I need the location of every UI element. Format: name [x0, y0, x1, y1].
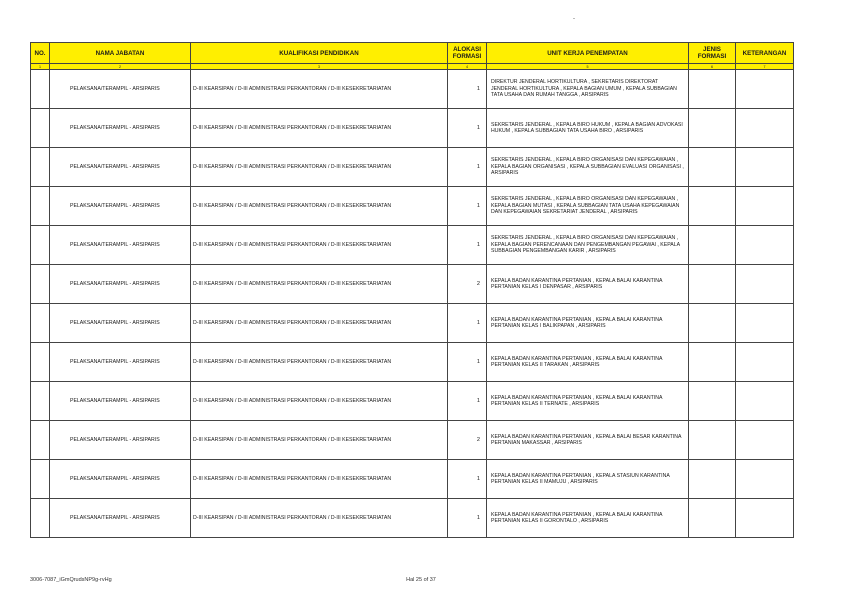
cell-no	[31, 343, 50, 382]
header-keterangan: KETERANGAN	[736, 43, 794, 64]
cell-jenis-formasi	[689, 226, 736, 265]
cell-jenis-formasi	[689, 460, 736, 499]
header-no: NO.	[31, 43, 50, 64]
cell-alokasi-formasi: 1	[448, 304, 487, 343]
cell-keterangan	[736, 109, 794, 148]
column-number: 2	[50, 64, 191, 70]
cell-alokasi-formasi: 1	[448, 148, 487, 187]
table-row	[31, 265, 794, 304]
cell-alokasi-formasi: 1	[448, 187, 487, 226]
document-id: 3006-7087_iGmQrudsNP9g-rvHg	[30, 577, 112, 583]
cell-nama-jabatan: PELAKSANA/TERAMPIL - ARSIPARIS	[50, 304, 191, 343]
cell-unit-kerja-penempatan: DIREKTUR JENDERAL HORTIKULTURA , SEKRETARIS DIREKTORAT JENDERAL HORTIKULTURA , KEPALA BAGIAN UMUM , KEPALA SUBBAGIAN TATA USAHA DAN RUMAH TANGGA , ARSIPARIS	[487, 70, 689, 109]
cell-kualifikasi-pendidikan: D-III KEARSIPAN / D-III ADMINISTRASI PERKANTORAN / D-III KESEKRETARIATAN	[191, 109, 448, 148]
cell-no	[31, 499, 50, 538]
cell-unit-kerja-penempatan: SEKRETARIS JENDERAL , KEPALA BIRO HUKUM , KEPALA BAGIAN ADVOKASI HUKUM , KEPALA SUBBAGIAN TATA USAHA BIRO , ARSIPARIS	[487, 109, 689, 148]
cell-jenis-formasi	[689, 499, 736, 538]
cell-keterangan	[736, 382, 794, 421]
cell-kualifikasi-pendidikan: D-III KEARSIPAN / D-III ADMINISTRASI PERKANTORAN / D-III KESEKRETARIATAN	[191, 421, 448, 460]
cell-unit-kerja-penempatan: SEKRETARIS JENDERAL , KEPALA BIRO ORGANISASI DAN KEPEGAWAIAN , KEPALA BAGIAN MUTASI , KEPALA SUBBAGIAN TATA USAHA KEPEGAWAIAN DAN KEPEGAWAIAN SEKRETARIAT JENDERAL , ARSIPARIS	[487, 187, 689, 226]
header-nama-jabatan: NAMA JABATAN	[50, 43, 191, 64]
cell-nama-jabatan: PELAKSANA/TERAMPIL - ARSIPARIS	[50, 187, 191, 226]
cell-nama-jabatan: PELAKSANA/TERAMPIL - ARSIPARIS	[50, 226, 191, 265]
cell-jenis-formasi	[689, 187, 736, 226]
formasi-table	[30, 42, 794, 538]
cell-alokasi-formasi: 1	[448, 499, 487, 538]
column-number: 7	[736, 64, 794, 70]
cell-nama-jabatan: PELAKSANA/TERAMPIL - ARSIPARIS	[50, 70, 191, 109]
cell-kualifikasi-pendidikan: D-III KEARSIPAN / D-III ADMINISTRASI PERKANTORAN / D-III KESEKRETARIATAN	[191, 382, 448, 421]
table-row	[31, 109, 794, 148]
header-unit-kerja-penempatan: UNIT KERJA PENEMPATAN	[487, 43, 689, 64]
cell-jenis-formasi	[689, 421, 736, 460]
cell-keterangan	[736, 343, 794, 382]
cell-unit-kerja-penempatan: SEKRETARIS JENDERAL , KEPALA BIRO ORGANISASI DAN KEPEGAWAIAN , KEPALA BAGIAN ORGANISASI , KEPALA SUBBAGIAN EVALUASI ORGANISASI , ARSIPARIS	[487, 148, 689, 187]
table-row	[31, 343, 794, 382]
table-row	[31, 187, 794, 226]
cell-nama-jabatan: PELAKSANA/TERAMPIL - ARSIPARIS	[50, 499, 191, 538]
table-row	[31, 421, 794, 460]
column-number: 6	[689, 64, 736, 70]
cell-nama-jabatan: PELAKSANA/TERAMPIL - ARSIPARIS	[50, 148, 191, 187]
header-row	[31, 43, 794, 64]
cell-kualifikasi-pendidikan: D-III KEARSIPAN / D-III ADMINISTRASI PERKANTORAN / D-III KESEKRETARIATAN	[191, 226, 448, 265]
table-row	[31, 499, 794, 538]
column-number: 5	[487, 64, 689, 70]
cell-jenis-formasi	[689, 265, 736, 304]
cell-keterangan	[736, 460, 794, 499]
cell-alokasi-formasi: 1	[448, 109, 487, 148]
cell-nama-jabatan: PELAKSANA/TERAMPIL - ARSIPARIS	[50, 382, 191, 421]
cell-unit-kerja-penempatan: KEPALA BADAN KARANTINA PERTANIAN , KEPALA BALAI KARANTINA PERTANIAN KELAS II TARAKAN , ARSIPARIS	[487, 343, 689, 382]
cell-unit-kerja-penempatan: KEPALA BADAN KARANTINA PERTANIAN , KEPALA STASIUN KARANTINA PERTANIAN KELAS II MAMUJU , ARSIPARIS	[487, 460, 689, 499]
cell-no	[31, 109, 50, 148]
cell-no	[31, 460, 50, 499]
cell-unit-kerja-penempatan: KEPALA BADAN KARANTINA PERTANIAN , KEPALA BALAI KARANTINA PERTANIAN KELAS II GORONTALO , ARSIPARIS	[487, 499, 689, 538]
table-body	[31, 70, 794, 538]
cell-keterangan	[736, 148, 794, 187]
cell-no	[31, 187, 50, 226]
cell-no	[31, 304, 50, 343]
header-kualifikasi-pendidikan: KUALIFIKASI PENDIDIKAN	[191, 43, 448, 64]
cell-nama-jabatan: PELAKSANA/TERAMPIL - ARSIPARIS	[50, 421, 191, 460]
table-row	[31, 382, 794, 421]
cell-unit-kerja-penempatan: SEKRETARIS JENDERAL , KEPALA BIRO ORGANISASI DAN KEPEGAWAIAN , KEPALA BAGIAN PERENCANAAN DAN PENGEMBANGAN PEGAWAI , KEPALA SUBBAGIAN PENGEMBANGAN KARIR , ARSIPARIS	[487, 226, 689, 265]
cell-keterangan	[736, 265, 794, 304]
cell-keterangan	[736, 70, 794, 109]
cell-jenis-formasi	[689, 70, 736, 109]
table-row	[31, 460, 794, 499]
cell-kualifikasi-pendidikan: D-III KEARSIPAN / D-III ADMINISTRASI PERKANTORAN / D-III KESEKRETARIATAN	[191, 343, 448, 382]
table-row	[31, 148, 794, 187]
cell-unit-kerja-penempatan: KEPALA BADAN KARANTINA PERTANIAN , KEPALA BALAI BESAR KARANTINA PERTANIAN MAKASSAR , ARSIPARIS	[487, 421, 689, 460]
cell-no	[31, 265, 50, 304]
cell-jenis-formasi	[689, 109, 736, 148]
cell-alokasi-formasi: 1	[448, 70, 487, 109]
page-number: Hal 25 of 37	[406, 577, 436, 583]
scan-speck	[573, 18, 575, 19]
cell-jenis-formasi	[689, 304, 736, 343]
column-number: 1	[31, 64, 50, 70]
cell-alokasi-formasi: 1	[448, 226, 487, 265]
cell-alokasi-formasi: 2	[448, 421, 487, 460]
cell-kualifikasi-pendidikan: D-III KEARSIPAN / D-III ADMINISTRASI PERKANTORAN / D-III KESEKRETARIATAN	[191, 148, 448, 187]
table-row	[31, 226, 794, 265]
cell-nama-jabatan: PELAKSANA/TERAMPIL - ARSIPARIS	[50, 460, 191, 499]
cell-alokasi-formasi: 1	[448, 343, 487, 382]
cell-no	[31, 421, 50, 460]
table-row	[31, 70, 794, 109]
cell-kualifikasi-pendidikan: D-III KEARSIPAN / D-III ADMINISTRASI PERKANTORAN / D-III KESEKRETARIATAN	[191, 460, 448, 499]
cell-nama-jabatan: PELAKSANA/TERAMPIL - ARSIPARIS	[50, 265, 191, 304]
column-number: 4	[448, 64, 487, 70]
header-alokasi-formasi: ALOKASI FORMASI	[448, 43, 487, 64]
cell-kualifikasi-pendidikan: D-III KEARSIPAN / D-III ADMINISTRASI PERKANTORAN / D-III KESEKRETARIATAN	[191, 187, 448, 226]
cell-unit-kerja-penempatan: KEPALA BADAN KARANTINA PERTANIAN , KEPALA BALAI KARANTINA PERTANIAN KELAS II TERNATE , ARSIPARIS	[487, 382, 689, 421]
cell-unit-kerja-penempatan: KEPALA BADAN KARANTINA PERTANIAN , KEPALA BALAI KARANTINA PERTANIAN KELAS I BALIKPAPAN , ARSIPARIS	[487, 304, 689, 343]
cell-no	[31, 226, 50, 265]
cell-keterangan	[736, 187, 794, 226]
cell-nama-jabatan: PELAKSANA/TERAMPIL - ARSIPARIS	[50, 109, 191, 148]
cell-keterangan	[736, 421, 794, 460]
cell-no	[31, 382, 50, 421]
cell-jenis-formasi	[689, 148, 736, 187]
table-row	[31, 304, 794, 343]
column-number: 3	[191, 64, 448, 70]
cell-alokasi-formasi: 1	[448, 382, 487, 421]
cell-keterangan	[736, 226, 794, 265]
header-jenis-formasi: JENIS FORMASI	[689, 43, 736, 64]
cell-unit-kerja-penempatan: KEPALA BADAN KARANTINA PERTANIAN , KEPALA BALAI KARANTINA PERTANIAN KELAS I DENPASAR , ARSIPARIS	[487, 265, 689, 304]
cell-keterangan	[736, 304, 794, 343]
cell-kualifikasi-pendidikan: D-III KEARSIPAN / D-III ADMINISTRASI PERKANTORAN / D-III KESEKRETARIATAN	[191, 265, 448, 304]
cell-kualifikasi-pendidikan: D-III KEARSIPAN / D-III ADMINISTRASI PERKANTORAN / D-III KESEKRETARIATAN	[191, 499, 448, 538]
cell-jenis-formasi	[689, 343, 736, 382]
cell-alokasi-formasi: 1	[448, 460, 487, 499]
cell-nama-jabatan: PELAKSANA/TERAMPIL - ARSIPARIS	[50, 343, 191, 382]
cell-keterangan	[736, 499, 794, 538]
cell-alokasi-formasi: 2	[448, 265, 487, 304]
cell-kualifikasi-pendidikan: D-III KEARSIPAN / D-III ADMINISTRASI PERKANTORAN / D-III KESEKRETARIATAN	[191, 304, 448, 343]
cell-no	[31, 70, 50, 109]
cell-jenis-formasi	[689, 382, 736, 421]
cell-kualifikasi-pendidikan: D-III KEARSIPAN / D-III ADMINISTRASI PERKANTORAN / D-III KESEKRETARIATAN	[191, 70, 448, 109]
cell-no	[31, 148, 50, 187]
